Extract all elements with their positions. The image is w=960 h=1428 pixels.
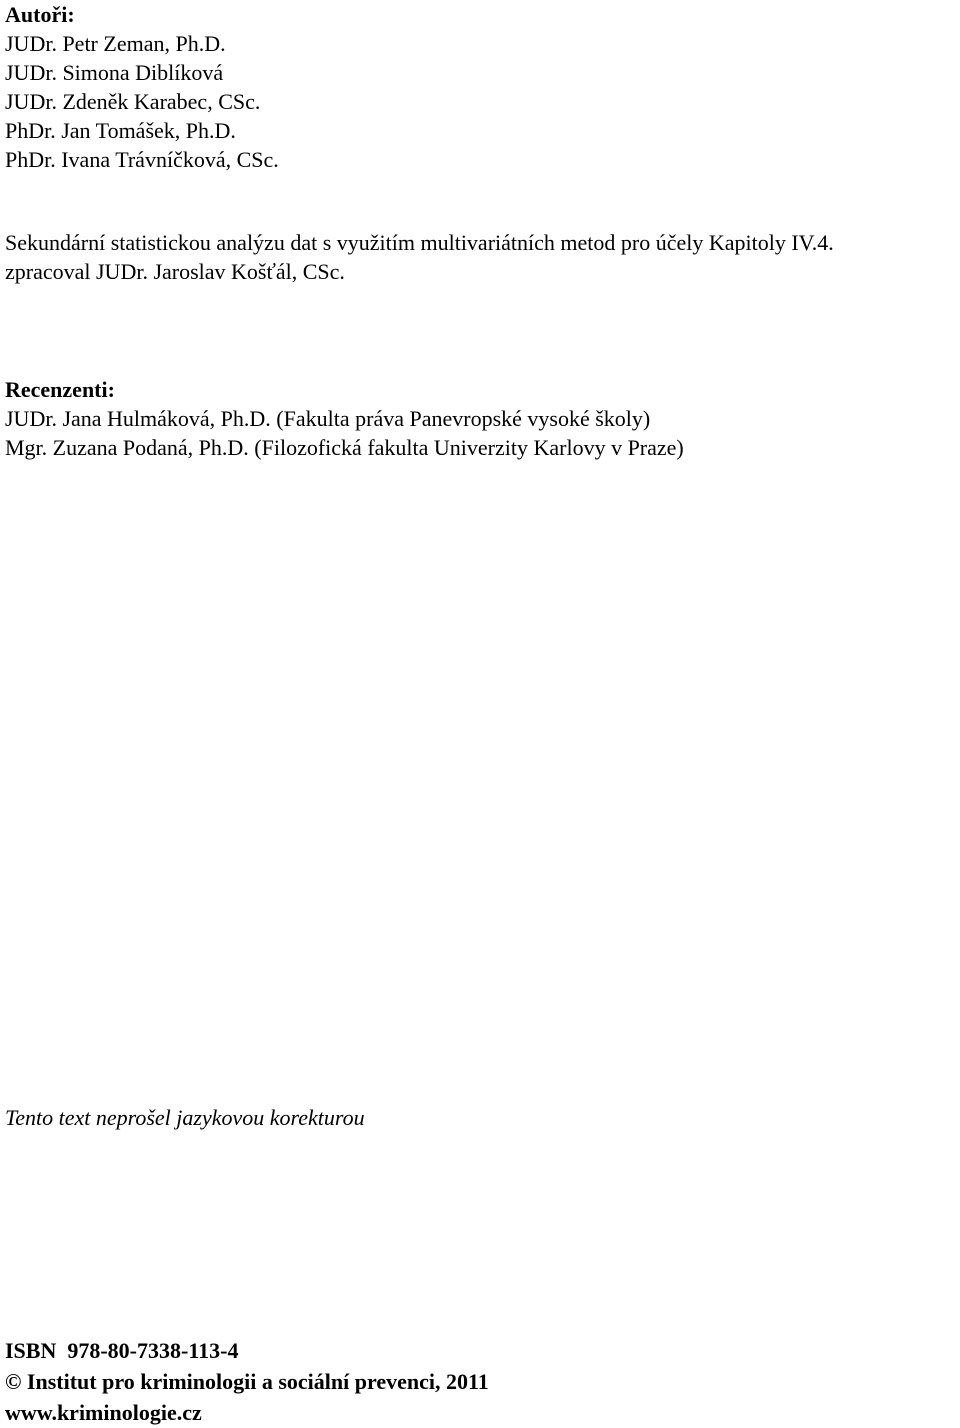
proofreading-note-text: Tento text neprošel jazykovou korekturou (5, 1105, 365, 1130)
copyright-line: © Institut pro kriminologii a sociální prevenci, 2011 (5, 1369, 489, 1394)
authors-heading: Autoři: (5, 2, 75, 27)
author-name: JUDr. Simona Diblíková (5, 60, 224, 85)
author-name: PhDr. Jan Tomášek, Ph.D. (5, 118, 236, 143)
isbn-line: ISBN 978-80-7338-113-4 (5, 1338, 239, 1363)
authors-section (5, 0, 279, 174)
publication-footer (5, 1335, 489, 1428)
reviewer-name: Mgr. Zuzana Podaná, Ph.D. (Filozofická fakulta Univerzity Karlovy v Praze) (5, 435, 684, 460)
proofreading-note (5, 1103, 365, 1132)
analysis-credit-line-1: Sekundární statistickou analýzu dat s využitím multivariátních metod pro účely Kapitoly IV.4. (5, 230, 834, 255)
website-link[interactable]: www.kriminologie.cz (5, 1400, 202, 1425)
reviewer-name: JUDr. Jana Hulmáková, Ph.D. (Fakulta práva Panevropské vysoké školy) (5, 406, 651, 431)
reviewers-heading: Recenzenti: (5, 377, 115, 402)
author-name: JUDr. Petr Zeman, Ph.D. (5, 31, 226, 56)
author-name: JUDr. Zdeněk Karabec, CSc. (5, 89, 261, 114)
author-name: PhDr. Ivana Trávníčková, CSc. (5, 147, 279, 172)
reviewers-section (5, 375, 684, 462)
analysis-credit-line-2: zpracoval JUDr. Jaroslav Košťál, CSc. (5, 259, 345, 284)
analysis-credit (5, 228, 834, 286)
